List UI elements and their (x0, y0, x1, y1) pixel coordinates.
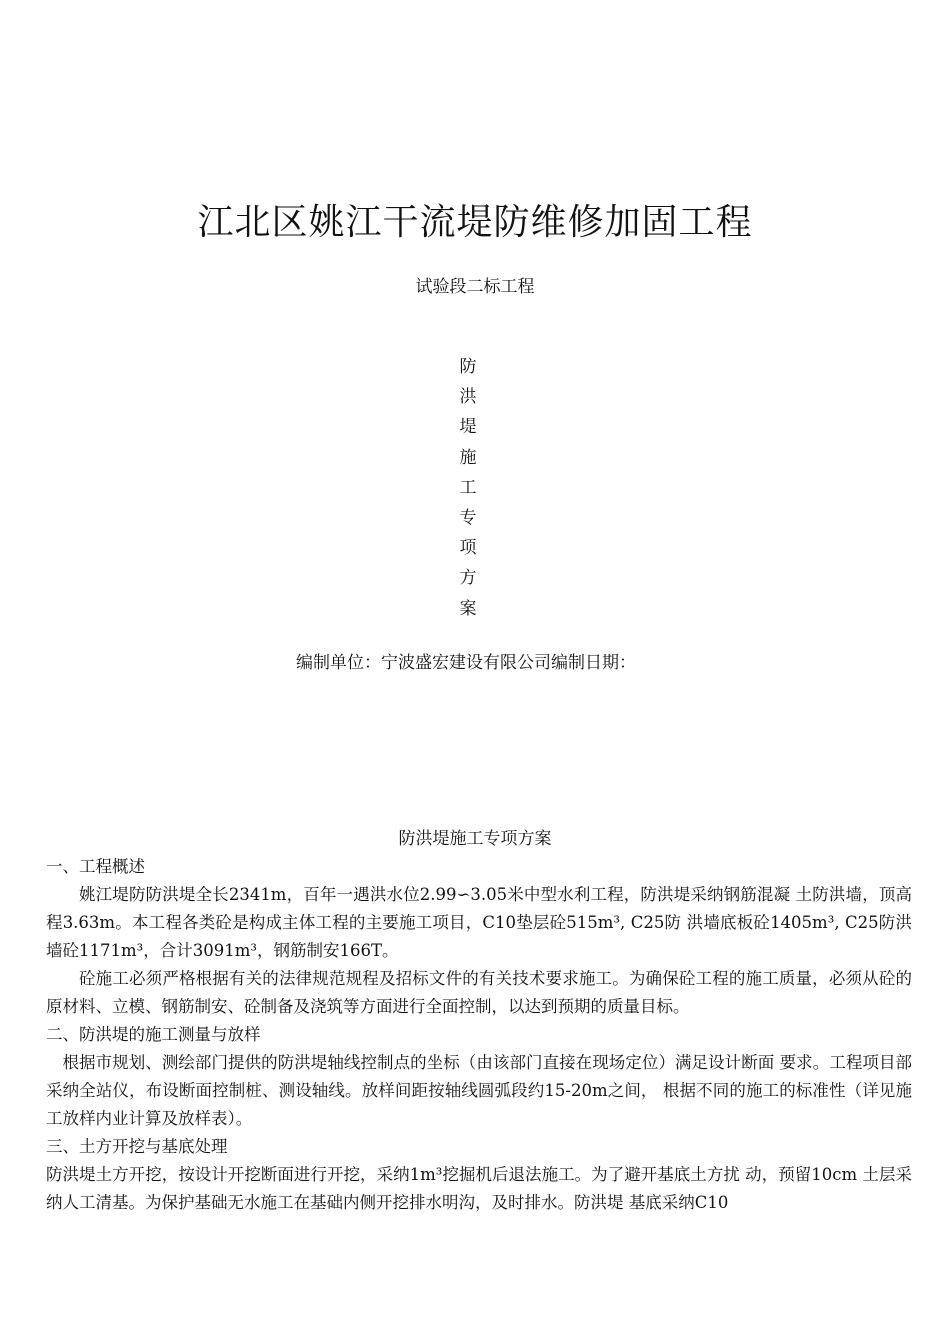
section-heading-excavation: 三、土方开挖与基底处理 (46, 1137, 228, 1156)
vertical-title-char: 专 (459, 507, 477, 528)
vertical-title-char: 案 (459, 598, 477, 619)
vertical-title-char: 工 (459, 477, 477, 498)
document-title: 江北区姚江干流堤防维修加固工程 (197, 202, 753, 243)
vertical-title-char: 方 (459, 568, 477, 589)
vertical-title-char: 堤 (459, 417, 477, 438)
section-heading-overview: 一、工程概述 (46, 857, 145, 876)
paragraph: 根据市规划、测绘部门提供的防洪堤轴线控制点的坐标（由该部门直接在现场定位）满足设计断面 要求。工程项目部采纳全站仪，布设断面控制桩、测设轴线。放样间距按轴线圆弧段约15-20m之间， 根据不同的施工的标准性（详见施工放样内业计算及放样表）。 (46, 1053, 912, 1128)
vertical-title-char: 项 (459, 538, 477, 559)
vertical-title-char: 防 (459, 357, 477, 377)
vertical-plan-title (455, 354, 481, 626)
vertical-title-char: 施 (459, 447, 477, 468)
paragraph: 砼施工必须严格根据有关的法律规范规程及招标文件的有关技术要求施工。为确保砼工程的施工质量，必须从砼的原材料、立模、钢筋制安、砼制备及浇筑等方面进行全面控制，以达到预期的质量目标。 (46, 969, 912, 1016)
paragraph: 姚江堤防防洪堤全长2341m，百年一遇洪水位2.99∽3.05米中型水利工程，防洪堤采纳钢筋混凝 土防洪墙，顶高程3.63m。本工程各类砼是构成主体工程的主要施工项目，C10垫层砼515m³, C25防 洪墙底板砼1405m³, C25防洪墙砼1171m³，合计3091m³，钢筋制安166T。 (46, 885, 912, 960)
document-subtitle: 试验段二标工程 (415, 277, 535, 297)
vertical-title-char: 洪 (459, 387, 477, 408)
section-heading-survey: 二、防洪堤的施工测量与放样 (46, 1025, 261, 1044)
document-body (46, 853, 912, 1217)
compiler-info: 编制单位：宁波盛宏建设有限公司编制日期： (296, 653, 636, 673)
paragraph: 防洪堤土方开挖，按设计开挖断面进行开挖，采纳1m³挖掘机后退法施工。为了避开基底土方扰 动，预留10cm 土层采纳人工清基。为保护基础无水施工在基础内侧开挖排水明沟，及时排水。防洪堤 基底采纳C10 (46, 1165, 912, 1212)
body-title: 防洪堤施工专项方案 (398, 829, 552, 849)
